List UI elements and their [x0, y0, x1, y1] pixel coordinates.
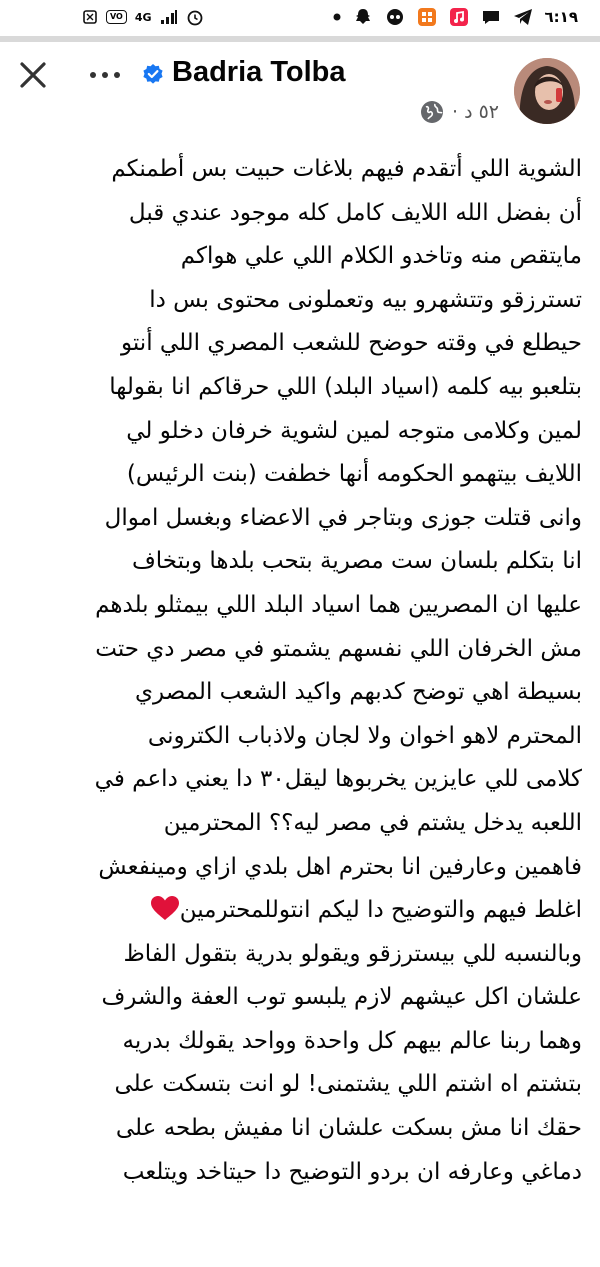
- post-line-text: دماغي وعارفه ان بردو التوضيح دا حيتاخد ويتلعب: [122, 1158, 582, 1185]
- globe-icon: [420, 100, 444, 124]
- post-line: [26, 1107, 582, 1151]
- post-line-text: اللعبه يدخل يشتم في مصر ليه؟؟ المحترمين: [163, 809, 582, 836]
- post-line: [26, 322, 582, 366]
- signal-icon: [160, 9, 178, 25]
- post-time[interactable]: ٥٢ د ·: [452, 101, 500, 123]
- post-line: [26, 1063, 582, 1107]
- post-line: [26, 453, 582, 497]
- post-line: [26, 628, 582, 672]
- post-line: [26, 235, 582, 279]
- post-text: [26, 148, 582, 1194]
- snapchat-icon: [353, 7, 373, 27]
- post-line-text: علشان اكل عيشهم لازم يلبسو توب العفة والشرف: [101, 984, 582, 1011]
- more-dot: [114, 72, 120, 78]
- post-line-text: انا بتكلم بلسان ست مصرية بتحب بلدها وبتخاف: [131, 548, 582, 575]
- dot-icon: [333, 13, 341, 21]
- post-line-text: وبالنسبه للي بيسترزقو ويقولو بدرية بتقول الفاظ: [123, 940, 582, 967]
- post-line-text: كلامى للي عايزين يخربوها ليقل٣٠ دا يعني داعم في: [94, 766, 582, 793]
- post-meta: [420, 100, 499, 124]
- telegram-icon: [513, 8, 533, 26]
- post-line: [26, 933, 582, 977]
- post-line-text: اغلط فيهم والتوضيح دا ليكم انتوللمحترمين: [179, 897, 582, 924]
- alarm-icon: [186, 8, 204, 26]
- text-fade: [0, 1236, 600, 1267]
- verified-badge-icon: [142, 63, 164, 85]
- status-time: ٦:١٩: [544, 8, 578, 26]
- post-line: [26, 976, 582, 1020]
- vo-badge: VO: [106, 10, 127, 24]
- post-line: [26, 758, 582, 802]
- post-line-text: حقك انا مش بسكت علشان انا مفيش بطحه على: [115, 1115, 582, 1142]
- post-line-text: بتشتم اه اشتم اللي يشتمنى! لو انت بتسكت على: [114, 1071, 582, 1098]
- post-line: [26, 540, 582, 584]
- post-line: [26, 671, 582, 715]
- more-options-button[interactable]: [90, 70, 124, 80]
- post-line-text: أن بفضل الله اللايف كامل كله موجود عندي قبل: [128, 199, 582, 226]
- post-line: [26, 148, 582, 192]
- nfc-icon: [82, 9, 98, 25]
- post-line-text: لمين وكلامى متوجه لمين لشوية خرفان دخلو لي: [126, 417, 582, 444]
- post-line: [26, 279, 582, 323]
- close-icon: [16, 58, 50, 92]
- post-line-text: الشوية اللي أتقدم فيهم بلاغات حبيت بس أطمنكم: [111, 156, 582, 182]
- close-button[interactable]: [16, 58, 50, 92]
- post-line-text: حيطلع في وقته حوضح للشعب المصري اللي أنتو: [120, 330, 582, 357]
- post-line-text: المحترم لاهو اخوان ولا لجان ولاذباب الكترونى: [147, 722, 582, 749]
- status-bar: [0, 0, 600, 34]
- music-icon: [449, 7, 469, 27]
- post-line: [26, 497, 582, 541]
- kik-icon: [385, 7, 405, 27]
- post-line-text: بتلعبو بيه كلمه (اسياد البلد) اللي حرقاكم انا بقولها: [109, 373, 582, 400]
- red-heart-icon: [150, 895, 180, 921]
- post-header: [0, 42, 600, 142]
- network-type: 4G: [134, 10, 152, 24]
- post-line-text: تسترزقو وتتشهرو بيه وتعملونى محتوى بس دا: [149, 286, 582, 313]
- post-line-text: وانى قتلت جوزى وبتاجر في الاعضاء وبغسل اموال: [104, 504, 582, 531]
- status-right-group: [333, 7, 578, 27]
- post-line: [26, 846, 582, 890]
- post-line-text: فاهمين وعارفين انا بحترم اهل بلدي ازاي ومينفعش: [98, 853, 582, 880]
- post-line-text: اللايف بيتهمو الحكومه أنها خطفت (بنت الرئيس): [126, 461, 582, 488]
- post-line-text: عليها ان المصريين هما اسياد البلد اللي بيمثلو بلدهم: [95, 591, 582, 618]
- post-line: [26, 1020, 582, 1064]
- more-dot: [102, 72, 108, 78]
- post-line: [26, 410, 582, 454]
- author-avatar[interactable]: [514, 58, 580, 124]
- post-line: [26, 1151, 582, 1195]
- post-line: [26, 584, 582, 628]
- more-dot: [90, 72, 96, 78]
- apps-icon: [417, 7, 437, 27]
- post-line: [26, 366, 582, 410]
- status-left-group: [82, 8, 204, 26]
- post-line-text: مش الخرفان اللي نفسهم يشمتو في مصر دي حتت: [95, 635, 582, 662]
- chat-icon: [481, 8, 501, 26]
- post-line-text: مايتقص منه وتاخدو الكلام اللي علي هواكم: [180, 243, 582, 270]
- post-line-text: وهما ربنا عالم بيهم كل واحدة وواحد يقولك بدريه: [122, 1027, 582, 1054]
- post-line: [26, 889, 582, 933]
- post-line: [26, 192, 582, 236]
- post-line-text: بسيطة اهي توضح كدبهم واكيد الشعب المصري: [135, 679, 582, 706]
- post-line: [26, 802, 582, 846]
- author-name[interactable]: Badria Tolba: [172, 56, 346, 88]
- post-line: [26, 715, 582, 759]
